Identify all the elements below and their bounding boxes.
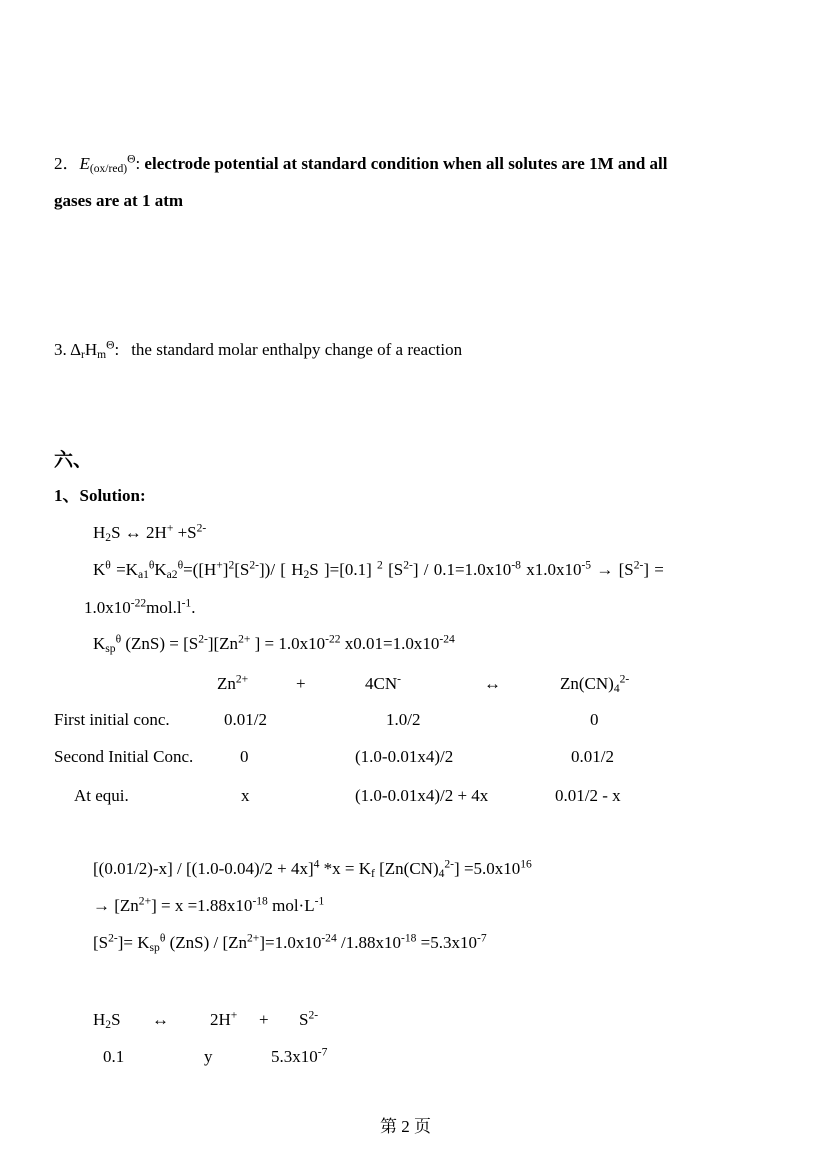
eq2-eq: =K — [110, 560, 138, 579]
eq2-bracket1: ] — [222, 560, 229, 579]
solution-heading: 1、Solution: — [54, 486, 146, 505]
kf-sub4: 4 — [438, 866, 445, 880]
item3-text: the standard molar enthalpy change of a reaction — [131, 340, 463, 359]
item2-number: 2． — [54, 154, 80, 173]
eq2-ka2: K — [154, 560, 167, 579]
s-result-exp1: -24 — [321, 931, 337, 945]
h2s-hplus-sup: + — [230, 1008, 238, 1022]
reaction-complex-text: Zn(CN) — [560, 674, 614, 693]
eq3-exp2: -24 — [439, 632, 455, 646]
kf-exp: 16 — [520, 857, 532, 871]
table-cell: 0 — [590, 710, 599, 729]
item3-h: H — [84, 340, 98, 359]
item2-colon: : — [135, 154, 145, 173]
s-result-theta: θ — [159, 931, 166, 945]
zn-result-a: → [Zn — [93, 896, 139, 915]
reaction-cn-text: 4CN — [365, 674, 398, 693]
eq2-line2-b: mol.l — [146, 598, 182, 617]
item2-symbol-sup: Θ — [127, 152, 136, 166]
eq2-exp2: -5 — [581, 558, 592, 572]
kf-pow: 4 — [313, 857, 320, 871]
eq2-exp1: -8 — [511, 558, 521, 572]
k-theta-equation — [93, 560, 664, 580]
s-result-exp3: -7 — [476, 931, 487, 945]
h2s-value-2: y — [204, 1047, 213, 1066]
eq3-exp1: -22 — [325, 632, 341, 646]
eq1-arrow: ↔ — [120, 523, 147, 542]
eq2-ka1-sub: a1 — [137, 567, 149, 581]
reaction-cn-sup: - — [397, 672, 401, 686]
eq2-line2-c: . — [191, 598, 196, 617]
item3-sub-r: r — [81, 347, 85, 361]
eq1-h: H — [93, 523, 106, 542]
item3-sup-theta: Θ — [106, 338, 115, 352]
eq2-s-open: [S — [234, 560, 250, 579]
kf-f-sub: f — [371, 866, 375, 880]
reaction-cn — [365, 674, 401, 694]
h2s-value-3 — [271, 1047, 327, 1067]
item2-symbol-sub: (ox/red) — [89, 161, 128, 175]
table-cell: 0.01/2 — [224, 710, 267, 729]
kf-d: ] =5.0x10 — [454, 859, 521, 878]
reaction-complex-sup: 2- — [619, 672, 630, 686]
h2s-value-1: 0.1 — [103, 1047, 125, 1066]
eq2-ka1-sup: θ — [148, 558, 155, 572]
s-result-zn-sup: 2+ — [247, 931, 260, 945]
h2s-s2-sup: 2- — [308, 1008, 319, 1022]
eq2-k-sup: θ — [105, 558, 111, 572]
eq2-s3-sup: 2- — [633, 558, 644, 572]
eq2-line2-exp2: -1 — [181, 596, 192, 610]
table-cell: 0 — [240, 747, 249, 766]
eq1-s: S — [111, 523, 121, 542]
h2s-value-3-text: 5.3x10 — [271, 1047, 318, 1066]
h2s-s2-text: S — [299, 1010, 309, 1029]
s-result-sub: sp — [149, 940, 160, 954]
s-result-d: ]=1.0x10 — [259, 933, 322, 952]
h2s-s: S — [111, 1010, 121, 1029]
item3-number: 3. — [54, 340, 71, 359]
table-cell: 0.01/2 - x — [555, 786, 621, 805]
reaction-zn-text: Zn — [217, 674, 236, 693]
table-cell: 1.0/2 — [386, 710, 421, 729]
item2-symbol: E — [79, 154, 90, 173]
eq3-b: ][Zn — [207, 634, 239, 653]
reaction-complex — [560, 674, 629, 694]
item2-text-line2: gases are at 1 atm — [54, 191, 184, 210]
kf-c: [Zn(CN) — [374, 859, 439, 878]
s-result-sup: 2- — [108, 931, 118, 945]
item3-delta: Δ — [70, 340, 81, 359]
zn-result-sup: 2+ — [138, 894, 152, 908]
s-result-a: [S — [93, 933, 109, 952]
eq2-rest2: ])/ [ H — [259, 560, 304, 579]
h2s-arrow: ↔ — [152, 1010, 169, 1029]
eq2-ka2-sub: a2 — [166, 567, 178, 581]
eq2-s2-sup: 2- — [403, 558, 413, 572]
s-result-b: ]= K — [117, 933, 150, 952]
item3-line — [54, 340, 462, 360]
eq3-sub: sp — [105, 641, 116, 655]
eq1-plus: +S — [173, 523, 197, 542]
s-result-e: /1.88x10 — [336, 933, 401, 952]
eq2-rest3: S ]=[0.1] — [309, 560, 378, 579]
table-row-label: At equi. — [74, 786, 129, 805]
ksp-equation — [93, 634, 455, 654]
eq3-a: (ZnS) = [S — [121, 634, 199, 653]
reaction-zn-sup: 2+ — [235, 672, 249, 686]
reaction-arrow: ↔ — [484, 674, 501, 693]
s-result-exp2: -18 — [400, 931, 417, 945]
h2s-plus: + — [259, 1010, 269, 1029]
eq2-rest4: [S — [382, 560, 404, 579]
reaction-zn — [217, 674, 248, 694]
eq3-d: x0.01=1.0x10 — [340, 634, 440, 653]
zn-result-b: ] = x =1.88x10 — [151, 896, 253, 915]
eq2-rest5: ] / 0.1=1.0x10 — [412, 560, 512, 579]
zn-result-exp: -18 — [252, 894, 268, 908]
table-cell: (1.0-0.01x4)/2 + 4x — [355, 786, 489, 805]
section-heading: 六、 — [54, 449, 93, 471]
reaction-plus: + — [296, 674, 306, 693]
eq2-rest1: =([H — [183, 560, 217, 579]
eq2-k: K — [93, 560, 106, 579]
table-row-label: First initial conc. — [54, 710, 170, 729]
eq2-rest7: → [S — [591, 560, 634, 579]
eq1-prod2-sup: 2- — [196, 521, 207, 535]
table-cell: 0.01/2 — [571, 747, 614, 766]
eq3-zn-sup: 2+ — [238, 632, 251, 646]
eq3-k: K — [93, 634, 106, 653]
eq3-c: ] = 1.0x10 — [250, 634, 326, 653]
kf-sup2: 2- — [444, 857, 455, 871]
h2s-species — [93, 1010, 121, 1030]
item3-colon: : — [114, 340, 120, 359]
eq2-line2-exp: -22 — [130, 596, 147, 610]
h2s-sub: 2 — [105, 1017, 112, 1031]
eq3-s-sup: 2- — [198, 632, 208, 646]
eq3-sup: θ — [115, 632, 122, 646]
k-theta-result — [84, 598, 195, 618]
eq1-sub2: 2 — [105, 530, 112, 544]
eq2-ka2-sup: θ — [177, 558, 184, 572]
s-result-c: (ZnS) / [Zn — [165, 933, 248, 952]
s-result-f: =5.3x10 — [416, 933, 477, 952]
eq2-rest8: ] = — [643, 560, 664, 579]
kf-b: *x = K — [319, 859, 372, 878]
item3-sub-m: m — [97, 347, 107, 361]
kf-a: [(0.01/2)-x] / [(1.0-0.04)/2 + 4x] — [93, 859, 314, 878]
item2-text-line1: electrode potential at standard condition when all solutes are 1M and all — [144, 154, 668, 173]
h2s-hplus-text: 2H — [210, 1010, 231, 1029]
zn-result-exp2: -1 — [314, 894, 325, 908]
h2s-hplus — [210, 1010, 237, 1030]
eq2-rest6: x1.0x10 — [520, 560, 582, 579]
eq2-line2-a: 1.0x10 — [84, 598, 131, 617]
reaction-complex-sub: 4 — [613, 681, 620, 695]
table-row-label: Second Initial Conc. — [54, 747, 194, 766]
eq2-h2-sub: 2 — [303, 567, 310, 581]
kf-equation — [93, 859, 532, 879]
h2s-dissociation — [93, 523, 206, 543]
h2s-sulfide — [299, 1010, 318, 1030]
zn-result-c: mol·L — [267, 896, 315, 915]
h2s-h: H — [93, 1010, 106, 1029]
h2s-value-3-exp: -7 — [317, 1045, 328, 1059]
eq2-sq: 2 — [228, 558, 235, 572]
page-footer: 第 2 页 — [380, 1117, 431, 1136]
eq2-h-sup: + — [216, 558, 223, 572]
eq1-prod1: 2H — [146, 523, 167, 542]
eq1-prod1-sup: + — [166, 521, 174, 535]
eq2-s-sup: 2- — [249, 558, 259, 572]
zn-concentration-result — [93, 896, 324, 916]
table-cell: (1.0-0.01x4)/2 — [355, 747, 454, 766]
table-cell: x — [241, 786, 250, 805]
s-concentration-result — [93, 933, 487, 953]
eq2-sq2: 2 — [377, 558, 383, 572]
item2-line1 — [54, 154, 668, 174]
